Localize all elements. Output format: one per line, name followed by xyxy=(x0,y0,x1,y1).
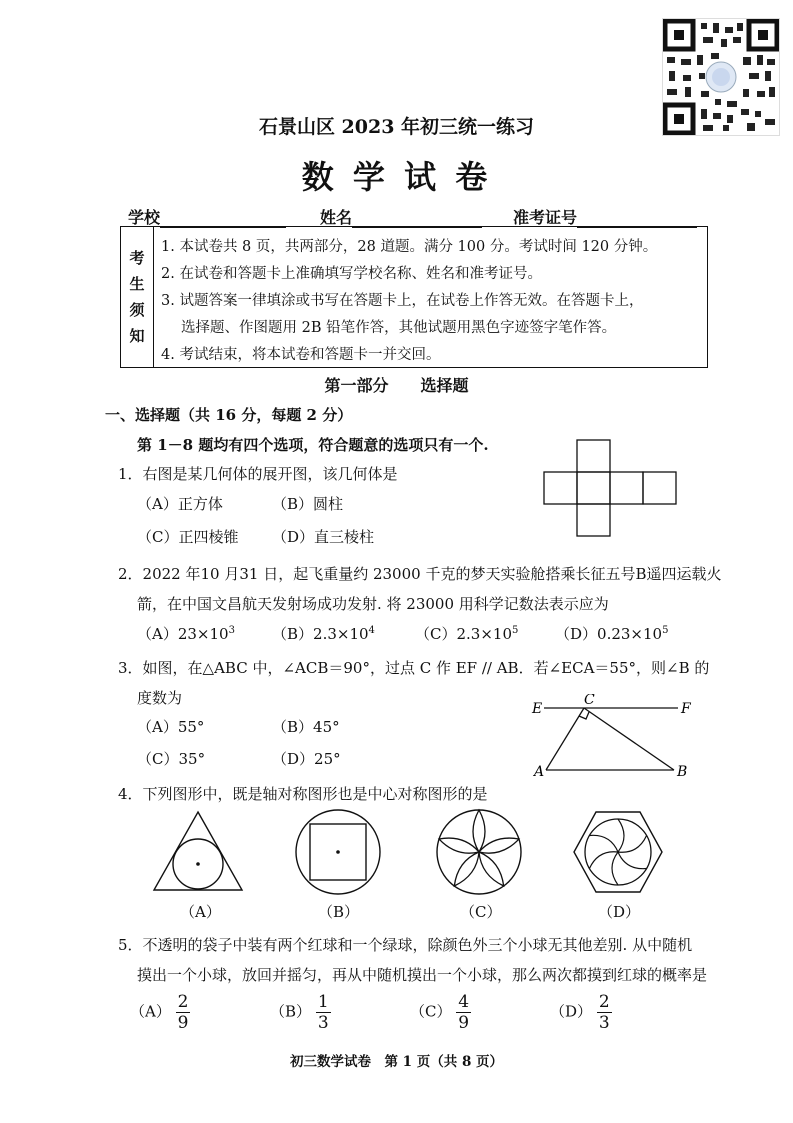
fraction-denominator: 3 xyxy=(598,1013,610,1033)
q2-option-b-exp: 4 xyxy=(368,625,375,636)
q2-option-a xyxy=(137,623,235,644)
q2-option-c-exp: 5 xyxy=(512,625,519,636)
page-footer: 初三数学试卷 第 1 页（共 8 页） xyxy=(289,1054,504,1070)
cube-net-figure xyxy=(540,436,680,540)
q5-option-c-label: （C） xyxy=(410,1002,452,1021)
fraction-numerator: 2 xyxy=(177,992,189,1012)
figure-d-hexagon-pinwheel xyxy=(570,806,666,898)
q5-option-d xyxy=(550,992,612,1033)
point-f-label: F xyxy=(681,701,691,717)
field-label-name: 姓名 xyxy=(320,208,353,227)
q5-option-a-label: （A） xyxy=(130,1002,171,1021)
q3-option-b: （B）45° xyxy=(272,718,340,736)
notice-line: 选择题、作图题用 2B 铅笔作答，其他试题用黑色字迹签字笔作答。 xyxy=(181,320,617,336)
notice-line: 1. 本试卷共 8 页，共两部分，28 道题。满分 100 分。考试时间 120 分钟。 xyxy=(161,239,658,255)
q2-stem-line2: 箭，在中国文昌航天发射场成功发射. 将 23000 用科学记数法表示应为 xyxy=(137,595,609,613)
field-id xyxy=(513,205,697,228)
field-name xyxy=(320,205,482,228)
field-label-school: 学校 xyxy=(128,208,161,227)
notice-label-char: 知 xyxy=(129,327,145,345)
notice-box xyxy=(120,226,708,368)
q1-option-b: （B）圆柱 xyxy=(272,495,344,513)
fraction-numerator: 4 xyxy=(458,992,470,1012)
q5-option-a xyxy=(130,992,190,1033)
fraction-numerator: 1 xyxy=(317,992,329,1012)
q5-option-c xyxy=(410,992,471,1033)
q5-option-b xyxy=(270,992,331,1033)
notice-line: 2. 在试卷和答题卡上准确填写学校名称、姓名和准考证号。 xyxy=(161,266,542,282)
q1-option-d: （D）直三棱柱 xyxy=(272,528,375,546)
notice-label-char: 须 xyxy=(129,301,145,319)
fraction-denominator: 9 xyxy=(177,1013,189,1033)
q3-option-a: （A）55° xyxy=(137,718,205,736)
figure-a-triangle-circle xyxy=(150,808,246,894)
q5-option-b-label: （B） xyxy=(270,1002,312,1021)
field-label-id: 准考证号 xyxy=(513,208,578,227)
q4-label-c: （C） xyxy=(460,903,502,921)
field-school xyxy=(128,205,286,228)
q2-option-d-exp: 5 xyxy=(662,625,669,636)
notice-line: 3. 试题答案一律填涂或书写在答题卡上，在试卷上作答无效。在答题卡上， xyxy=(161,293,644,309)
q4-stem: 4．下列图形中，既是轴对称图形也是中心对称图形的是 xyxy=(118,785,488,803)
notice-label-char: 生 xyxy=(129,275,145,293)
point-e-label: E xyxy=(532,701,543,717)
q3-stem-line1: 3．如图，在△ABC 中，∠ACB＝90°，过点 C 作 EF // AB．若∠ECA＝55°，则∠B 的 xyxy=(118,659,710,677)
q5-option-c-fraction xyxy=(456,992,471,1033)
figure-c-five-petal-flower xyxy=(433,806,525,898)
q4-label-b: （B） xyxy=(318,903,360,921)
exam-subtitle: 石景山区 2023 年初三统一练习 xyxy=(258,116,535,138)
q4-label-a: （A） xyxy=(180,903,221,921)
section-heading: 一、选择题（共 16 分，每题 2 分） xyxy=(105,406,353,424)
notice-label-char: 考 xyxy=(129,249,145,267)
section-instruction: 第 1－8 题均有四个选项，符合题意的选项只有一个. xyxy=(137,436,489,454)
q5-option-d-label: （D） xyxy=(550,1002,593,1021)
q2-option-a-base: （A）23×10 xyxy=(137,625,229,643)
q1-option-a: （A）正方体 xyxy=(137,495,223,513)
q5-option-d-fraction xyxy=(597,992,612,1033)
q2-option-c-base: （C）2.3×10 xyxy=(415,625,512,643)
q3-option-d: （D）25° xyxy=(272,750,341,768)
triangle-figure xyxy=(530,694,700,784)
q5-option-b-fraction xyxy=(316,992,331,1033)
figure-b-circle-square xyxy=(292,806,384,898)
notice-label xyxy=(121,227,154,367)
q2-option-a-exp: 3 xyxy=(228,625,235,636)
exam-title: 数 学 试 卷 xyxy=(301,158,492,196)
fraction-denominator: 9 xyxy=(458,1013,470,1033)
fraction-numerator: 2 xyxy=(598,992,610,1012)
q5-stem-line2: 摸出一个小球，放回并摇匀，再从中随机摸出一个小球，那么两次都摸到红球的概率是 xyxy=(137,966,708,984)
q2-option-c xyxy=(415,623,518,644)
q2-option-d-base: （D）0.23×10 xyxy=(555,625,663,643)
notice-line: 4. 考试结束，将本试卷和答题卡一并交回。 xyxy=(161,347,441,363)
point-c-label: C xyxy=(584,694,595,708)
q5-stem-line1: 5．不透明的袋子中装有两个红球和一个绿球，除颜色外三个小球无其他差别. 从中随机 xyxy=(118,936,693,954)
point-a-label: A xyxy=(534,764,545,780)
part-title: 第一部分 选择题 xyxy=(324,376,469,395)
q2-option-d xyxy=(555,623,668,644)
q4-label-d: （D） xyxy=(598,903,641,921)
q1-stem: 1．右图是某几何体的展开图，该几何体是 xyxy=(118,465,398,483)
q2-stem-line1: 2．2022 年10 月31 日，起飞重量约 23000 千克的梦天实验舱搭乘长征五号B遥四运载火 xyxy=(118,565,722,583)
q2-option-b xyxy=(272,623,375,644)
q2-option-b-base: （B）2.3×10 xyxy=(272,625,369,643)
q5-option-a-fraction xyxy=(176,992,191,1033)
fraction-denominator: 3 xyxy=(317,1013,329,1033)
point-b-label: B xyxy=(677,764,688,780)
q1-option-c: （C）正四棱锥 xyxy=(137,528,239,546)
q3-stem-line2: 度数为 xyxy=(137,689,183,707)
q3-option-c: （C）35° xyxy=(137,750,206,768)
